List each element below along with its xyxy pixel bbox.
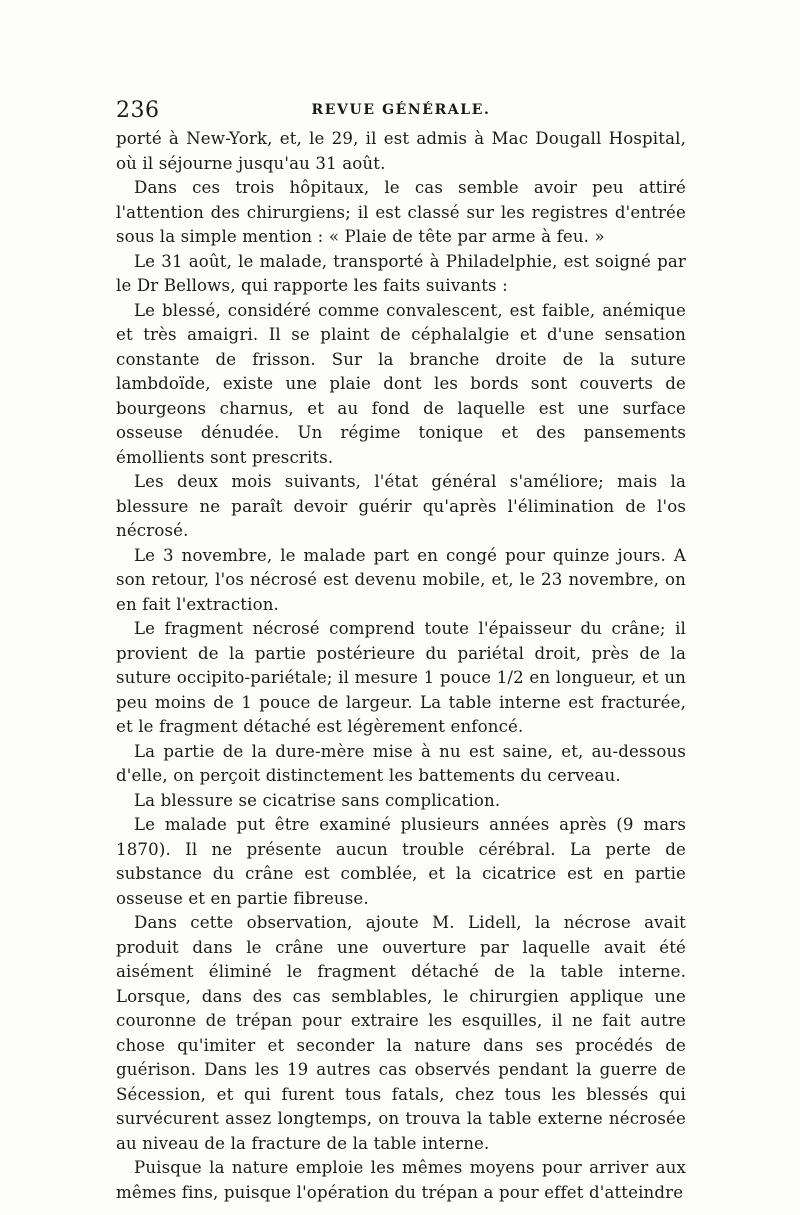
- paragraph: Le malade put être examiné plusieurs années après (9 mars 1870). Il ne présente aucun trouble cérébral. La perte de substance du crâne est comblée, et la cicatrice est en partie osseuse et en partie fibreuse.: [116, 815, 686, 908]
- paragraph: porté à New-York, et, le 29, il est admis à Mac Dougall Hospital, où il séjourne jusqu'au 31 août.: [116, 129, 686, 173]
- paragraph: Les deux mois suivants, l'état général s'améliore; mais la blessure ne paraît devoir guérir qu'après l'élimination de l'os nécrosé.: [116, 472, 686, 540]
- paragraph: Dans ces trois hôpitaux, le cas semble avoir peu attiré l'attention des chirurgiens; il est classé sur les registres d'entrée sous la simple mention : « Plaie de tête par arme à feu. »: [116, 178, 686, 246]
- page-number: 236: [116, 98, 160, 123]
- paragraph: Le fragment nécrosé comprend toute l'épaisseur du crâne; il provient de la partie postérieure du pariétal droit, près de la suture occipito-pariétale; il mesure 1 pouce 1/2 en longueur, et un peu moins de 1 pouce de largeur. La table interne est fracturée, et le fragment détaché est légèrement enfoncé.: [116, 619, 686, 736]
- paragraph: Le 3 novembre, le malade part en congé pour quinze jours. A son retour, l'os nécrosé est devenu mobile, et, le 23 novembre, on en fait l'extraction.: [116, 545, 686, 614]
- running-title: REVUE GÉNÉRALE.: [311, 102, 491, 118]
- paragraph: La blessure se cicatrise sans complication.: [134, 790, 501, 810]
- paragraph: Le blessé, considéré comme convalescent, est faible, anémique et très amaigri. Il se plaint de céphalalgie et d'une sensation constante de frisson. Sur la branche droite de la suture lambdoïde, existe une plaie dont les bords sont couverts de bourgeons charnus, et au fond de laquelle est une surface osseuse dénudée. Un régime tonique et des pansements émollients sont prescrits.: [116, 300, 686, 467]
- paragraph: Le 31 août, le malade, transporté à Philadelphie, est soigné par le Dr Bellows, qui rapporte les faits suivants :: [116, 251, 686, 295]
- paragraph: Puisque la nature emploie les mêmes moyens pour arriver aux mêmes fins, puisque l'opération du trépan a pour effet d'atteindre: [116, 1158, 686, 1202]
- paragraph: Dans cette observation, ajoute M. Lidell, la nécrose avait produit dans le crâne une ouverture par laquelle avait été aisément éliminé le fragment détaché de la table interne. Lorsque, dans des cas semblables, le chirurgien applique une couronne de trépan pour extraire les esquilles, il ne fait autre chose qu'imiter et seconder la nature dans ses procédés de guérison. Dans les 19 autres cas observés pendant la guerre de Sécession, et qui furent tous fatals, chez tous les blessés qui survécurent assez longtemps, on trouva la table externe nécrosée au niveau de la fracture de la table interne.: [116, 913, 686, 1153]
- paragraph: La partie de la dure-mère mise à nu est saine, et, au-dessous d'elle, on perçoit distinctement les battements du cerveau.: [116, 741, 686, 785]
- page-header: [116, 98, 686, 128]
- body-text: [116, 127, 686, 1205]
